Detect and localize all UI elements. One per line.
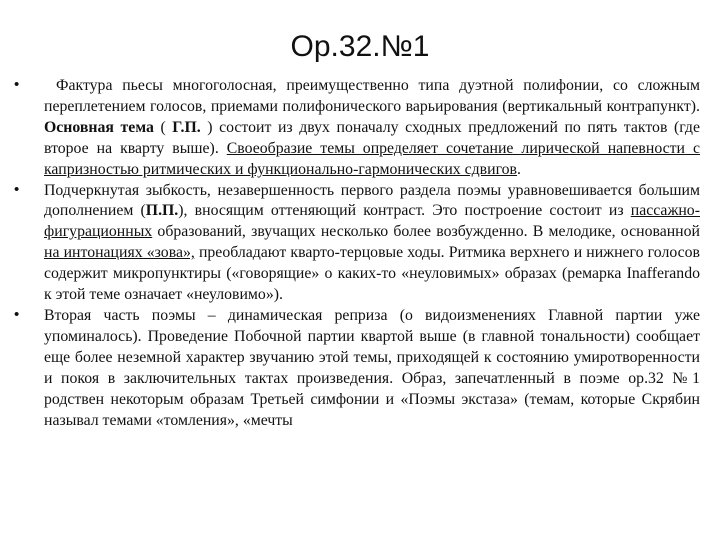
- paragraph-texture-and-main-theme: [44, 76, 700, 181]
- text: (: [153, 118, 173, 136]
- list-item: [14, 306, 700, 431]
- text: Подчеркнутая зыбкость, незавершенность первого раздела поэмы уравновешивается большим дополнением (: [44, 181, 700, 220]
- text: Фактура пьесы многоголосная, преимущественно типа дуэтной полифонии, со сложным переплетением голосов, приемами полифонического варьирования (вертикальный контрапункт).: [44, 77, 700, 115]
- bold-term-main-theme: Основная тема: [44, 118, 154, 136]
- text: ) состоит из двух поначалу сходных предложений по пять тактов (где второе на кварту выше).: [44, 118, 700, 157]
- paragraph-reprise: [44, 306, 700, 431]
- bullet-icon: •: [14, 76, 20, 93]
- bold-abbrev-pp: П.П.: [145, 202, 179, 220]
- paragraph-secondary-theme: [44, 181, 700, 306]
- bold-abbrev-gp: Г.П.: [172, 118, 201, 136]
- bullet-icon: •: [14, 180, 20, 198]
- text: .: [517, 160, 521, 178]
- text: преобладают кварто-терцовые ходы. Ритмика верхнего и нижнего голосов содержит микропунктиры («говорящие» о каких-то «неуловимых» образах (ремарка Inafferando к этой теме означает «неуловимо»).: [44, 244, 700, 304]
- list-item: [14, 181, 700, 306]
- bullet-list: [14, 76, 700, 431]
- text: образований, звучащих несколько более возбужденно. В мелодике, основанной: [152, 223, 700, 241]
- text: Вторая часть поэмы – динамическая реприза (о видоизменениях Главной партии уже упоминалось). Проведение Побочной партии квартой выше (в главной тональности) сообщает еще более неземной характер звучанию этой темы, приходящей к состоянию умиротворенности и покоя в заключительных тактах произведения. Образ, запечатленный в поэме ор.32 №1 родствен некоторым образам Третьей симфонии и «Поэмы экстаза» (темам, которые Скрябин называл темами «томления», «мечты: [44, 306, 700, 429]
- list-item: [14, 76, 700, 181]
- text: ), вносящим оттеняющий контраст. Это построение состоит из: [178, 202, 631, 220]
- underlined-passage-figuration: пассажно-фигурационных: [44, 202, 700, 241]
- slide-title: Ор.32.№1: [290, 30, 430, 63]
- bullet-icon: •: [14, 305, 20, 323]
- underlined-theme-character: Своеобразие темы определяет сочетание лирической напевности с капризностью ритмических и функционально-гармонических сдвигов: [44, 139, 700, 178]
- underlined-call-intonations: на интонациях «зова»,: [44, 244, 195, 262]
